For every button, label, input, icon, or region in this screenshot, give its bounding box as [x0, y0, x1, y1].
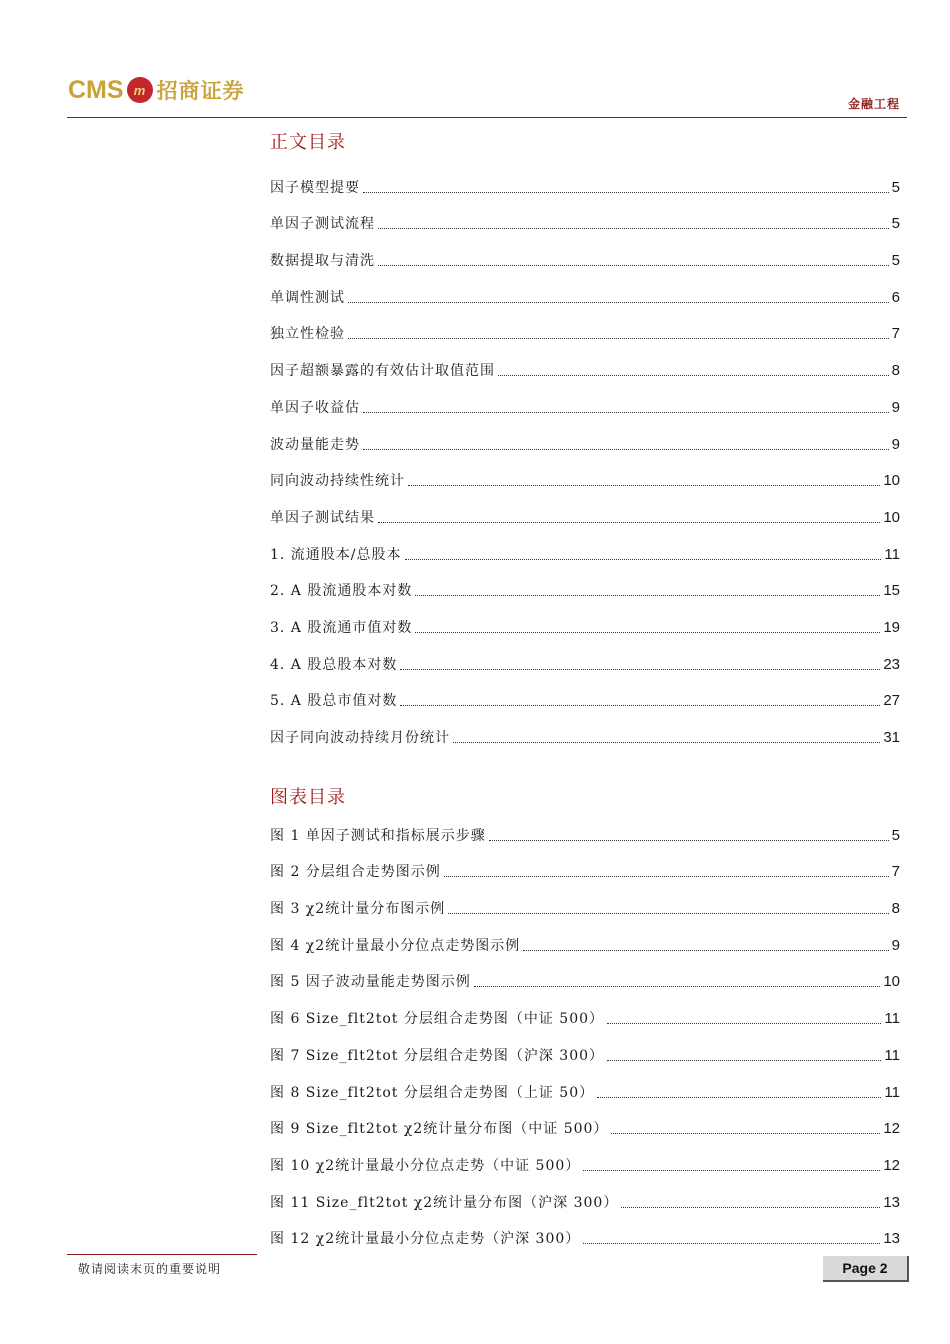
toc-figure-entry[interactable]: [270, 1212, 900, 1249]
toc-main-entry-title: 3. A 股流通市值对数: [270, 619, 413, 636]
toc-main-entry-page: 10: [883, 508, 900, 526]
dot-leader: [400, 669, 880, 670]
toc-figure-entry-page: 11: [884, 1083, 900, 1101]
toc-main-entry-page: 11: [884, 545, 900, 563]
toc-main-entry[interactable]: [270, 600, 900, 637]
toc-main-entry[interactable]: [270, 270, 900, 307]
page-header: [0, 0, 950, 120]
toc-figure-entry-page: 10: [883, 973, 900, 991]
toc-main-entry-title: 数据提取与清洗: [270, 253, 375, 270]
toc-figure-entry[interactable]: [270, 991, 900, 1028]
toc-figure-entry-title: 图 1 单因子测试和指标展示步骤: [270, 827, 486, 844]
dot-leader: [607, 1060, 881, 1061]
footer-divider: [67, 1254, 257, 1255]
toc-figure-entry-title: 图 5 因子波动量能走势图示例: [270, 974, 471, 991]
dot-leader: [408, 485, 880, 486]
dot-leader: [453, 742, 880, 743]
toc-figure-entry[interactable]: [270, 1175, 900, 1212]
toc-main-entry[interactable]: [270, 160, 900, 197]
toc-main-title: 正文目录: [270, 132, 346, 153]
toc-main-entry[interactable]: [270, 564, 900, 601]
toc-main-entry[interactable]: [270, 454, 900, 491]
toc-main-entry[interactable]: [270, 307, 900, 344]
header-divider: [67, 117, 907, 118]
toc-main-entry[interactable]: [270, 674, 900, 711]
dot-leader: [363, 192, 889, 193]
toc-figure-entry-page: 13: [883, 1230, 900, 1248]
toc-figure-entry-page: 8: [891, 900, 900, 918]
dot-leader: [583, 1243, 880, 1244]
toc-main-entry-page: 9: [891, 435, 900, 453]
toc-figure-entry-title: 图 11 Size_flt2tot χ2统计量分布图（沪深 300）: [270, 1194, 619, 1211]
header-category: 金融工程: [847, 97, 900, 111]
toc-main-entry-page: 27: [883, 692, 900, 710]
logo-company-name: 招商证券: [156, 79, 245, 103]
toc-main-entry[interactable]: [270, 490, 900, 527]
toc-main-entry-page: 10: [883, 472, 900, 490]
toc-main-entry-page: 5: [891, 252, 900, 270]
dot-leader: [611, 1133, 880, 1134]
dot-leader: [474, 986, 881, 987]
page-number-badge: Page 2: [823, 1256, 909, 1282]
dot-leader: [363, 412, 889, 413]
toc-figure-entry[interactable]: [270, 1028, 900, 1065]
toc-main-entry-page: 6: [891, 288, 900, 306]
toc-main-entry-title: 独立性检验: [270, 326, 345, 343]
dot-leader: [363, 449, 889, 450]
toc-main-entry-title: 5. A 股总市值对数: [270, 693, 398, 710]
toc-figure-entry[interactable]: [270, 808, 900, 845]
dot-leader: [583, 1170, 880, 1171]
dot-leader: [444, 876, 889, 877]
cms-logo: [68, 74, 245, 106]
toc-figure-entry[interactable]: [270, 1065, 900, 1102]
toc-main-entry-page: 8: [891, 362, 900, 380]
toc-figure-entry-title: 图 10 χ2统计量最小分位点走势（中证 500）: [270, 1157, 581, 1174]
toc-main-entry-title: 单因子测试结果: [270, 509, 375, 526]
dot-leader: [607, 1023, 881, 1024]
dot-leader: [489, 840, 889, 841]
toc-figure-entry-page: 5: [891, 826, 900, 844]
toc-main-entry-title: 4. A 股总股本对数: [270, 656, 398, 673]
toc-main-entry-title: 单调性测试: [270, 289, 345, 306]
dot-leader: [621, 1207, 880, 1208]
toc-main-entry-page: 9: [891, 398, 900, 416]
dot-leader: [378, 265, 889, 266]
toc-main-entry-title: 单因子测试流程: [270, 216, 375, 233]
dot-leader: [415, 595, 880, 596]
toc-main-entry[interactable]: [270, 710, 900, 747]
dot-leader: [448, 913, 888, 914]
toc-main-entry-title: 单因子收益估: [270, 399, 360, 416]
toc-figure-entry-page: 12: [883, 1156, 900, 1174]
dot-leader: [400, 705, 880, 706]
toc-figure-entry-page: 7: [891, 863, 900, 881]
toc-figure-entry-title: 图 8 Size_flt2tot 分层组合走势图（上证 50）: [270, 1084, 595, 1101]
toc-main-entry[interactable]: [270, 380, 900, 417]
toc-main-entry-title: 因子同向波动持续月份统计: [270, 730, 450, 746]
toc-figure-entry-title: 图 2 分层组合走势图示例: [270, 864, 441, 881]
logo-cms-text: CMS: [68, 75, 124, 104]
toc-figure-entry[interactable]: [270, 955, 900, 992]
toc-figure-entry-title: 图 3 χ2统计量分布图示例: [270, 901, 446, 918]
toc-figure-entry[interactable]: [270, 1102, 900, 1139]
toc-main-entry-page: 19: [883, 618, 900, 636]
toc-main-entry[interactable]: [270, 343, 900, 380]
toc-main-entry-page: 31: [883, 729, 900, 746]
toc-figure-entry[interactable]: [270, 918, 900, 955]
toc-main-entry-title: 2. A 股流通股本对数: [270, 583, 413, 600]
toc-main-entry[interactable]: [270, 417, 900, 454]
dot-leader: [378, 228, 889, 229]
toc-figure-entry-title: 图 12 χ2统计量最小分位点走势（沪深 300）: [270, 1231, 581, 1248]
toc-figure-entry-title: 图 4 χ2统计量最小分位点走势图示例: [270, 937, 521, 954]
toc-main-entry-title: 因子超额暴露的有效估计取值范围: [270, 363, 495, 380]
toc-main-entry-page: 23: [883, 655, 900, 673]
toc-main-entry-page: 15: [883, 582, 900, 600]
toc-main-entry-title: 同向波动持续性统计: [270, 473, 405, 490]
toc-main-entry-page: 5: [891, 178, 900, 196]
toc-main-entry[interactable]: [270, 233, 900, 270]
logo-mark-icon: m: [127, 77, 153, 103]
dot-leader: [523, 950, 888, 951]
toc-figure-entry-title: 图 9 Size_flt2tot χ2统计量分布图（中证 500）: [270, 1121, 609, 1138]
dot-leader: [498, 375, 889, 376]
toc-figures-title: 图表目录: [270, 787, 346, 808]
toc-main-entry-title: 1. 流通股本/总股本: [270, 546, 402, 563]
toc-main-entry[interactable]: [270, 197, 900, 234]
toc-figure-entry[interactable]: [270, 881, 900, 918]
dot-leader: [348, 302, 889, 303]
toc-figure-entry-page: 11: [884, 1046, 900, 1064]
toc-figure-entry-title: 图 7 Size_flt2tot 分层组合走势图（沪深 300）: [270, 1047, 605, 1064]
toc-figures-list: [270, 808, 900, 1248]
toc-figure-entry-page: 9: [891, 936, 900, 954]
toc-main-entry-title: 波动量能走势: [270, 436, 360, 453]
toc-figure-entry[interactable]: [270, 845, 900, 882]
toc-main-list: [270, 160, 900, 747]
toc-figure-entry-title: 图 6 Size_flt2tot 分层组合走势图（中证 500）: [270, 1011, 605, 1028]
toc-figure-entry-page: 12: [883, 1120, 900, 1138]
dot-leader: [597, 1097, 881, 1098]
toc-main-entry-page: 5: [891, 215, 900, 233]
dot-leader: [405, 559, 882, 560]
toc-figure-entry-page: 11: [884, 1010, 900, 1028]
dot-leader: [378, 522, 880, 523]
dot-leader: [415, 632, 880, 633]
footer-disclaimer-note: 敬请阅读末页的重要说明: [78, 1262, 222, 1276]
toc-figure-entry[interactable]: [270, 1138, 900, 1175]
dot-leader: [348, 338, 889, 339]
toc-main-entry-page: 7: [891, 325, 900, 343]
toc-main-entry[interactable]: [270, 637, 900, 674]
toc-main-entry[interactable]: [270, 527, 900, 564]
toc-figure-entry-page: 13: [883, 1193, 900, 1211]
toc-main-entry-title: 因子模型提要: [270, 179, 360, 196]
